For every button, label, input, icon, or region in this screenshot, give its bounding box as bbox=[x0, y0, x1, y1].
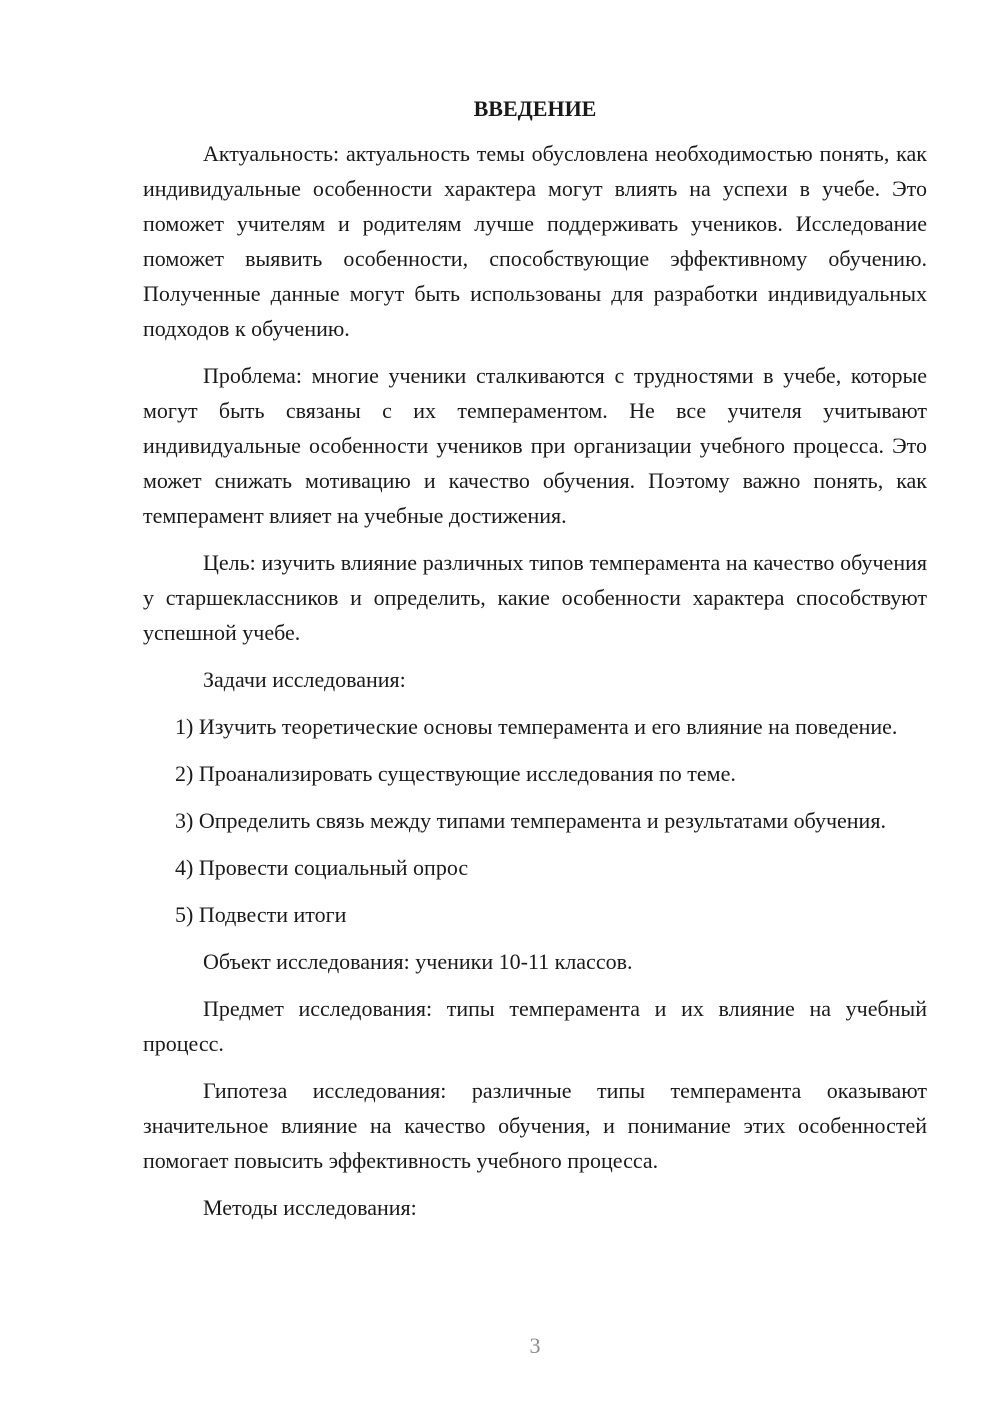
tasks-title: Задачи исследования: bbox=[203, 667, 406, 692]
paragraph-goal: Цель: изучить влияние различных типов темперамента на качество обучения у старшеклассников и определить, какие особенности характера способствуют успешной учебе. bbox=[143, 550, 927, 645]
task-item: 3) Определить связь между типами темперамента и результатами обучения. bbox=[175, 808, 886, 833]
page-content bbox=[143, 94, 927, 1225]
task-item: 2) Проанализировать существующие исследования по теме. bbox=[175, 761, 736, 786]
paragraph-problem: Проблема: многие ученики сталкиваются с трудностями в учебе, которые могут быть связаны с их темпераментом. Не все учителя учитывают индивидуальные особенности учеников при организации учебного процесса. Это может снижать мотивацию и качество обучения. Поэтому важно понять, как темперамент влияет на учебные достижения. bbox=[143, 363, 927, 528]
task-item: 4) Провести социальный опрос bbox=[175, 855, 469, 880]
paragraph-relevance: Актуальность: актуальность темы обусловлена необходимостью понять, как индивидуальные особенности характера могут влиять на успехи в учебе. Это поможет учителям и родителям лучше поддерживать учеников. Исследование поможет выявить особенности, способствующие эффективному обучению. Полученные данные могут быть использованы для разработки индивидуальных подходов к обучению. bbox=[143, 141, 927, 341]
task-item: 5) Подвести итоги bbox=[175, 902, 347, 927]
paragraph-subject: Предмет исследования: типы темперамента и их влияние на учебный процесс. bbox=[143, 996, 927, 1056]
task-item: 1) Изучить теоретические основы темперамента и его влияние на поведение. bbox=[175, 714, 898, 739]
paragraph-object: Объект исследования: ученики 10-11 классов. bbox=[203, 949, 633, 974]
section-heading: ВВЕДЕНИЕ bbox=[473, 96, 597, 121]
paragraph-hypothesis: Гипотеза исследования: различные типы темперамента оказывают значительное влияние на качество обучения, и понимание этих особенностей помогает повысить эффективность учебного процесса. bbox=[143, 1078, 927, 1173]
methods-title: Методы исследования: bbox=[203, 1195, 417, 1220]
page-number: 3 bbox=[529, 1333, 541, 1358]
